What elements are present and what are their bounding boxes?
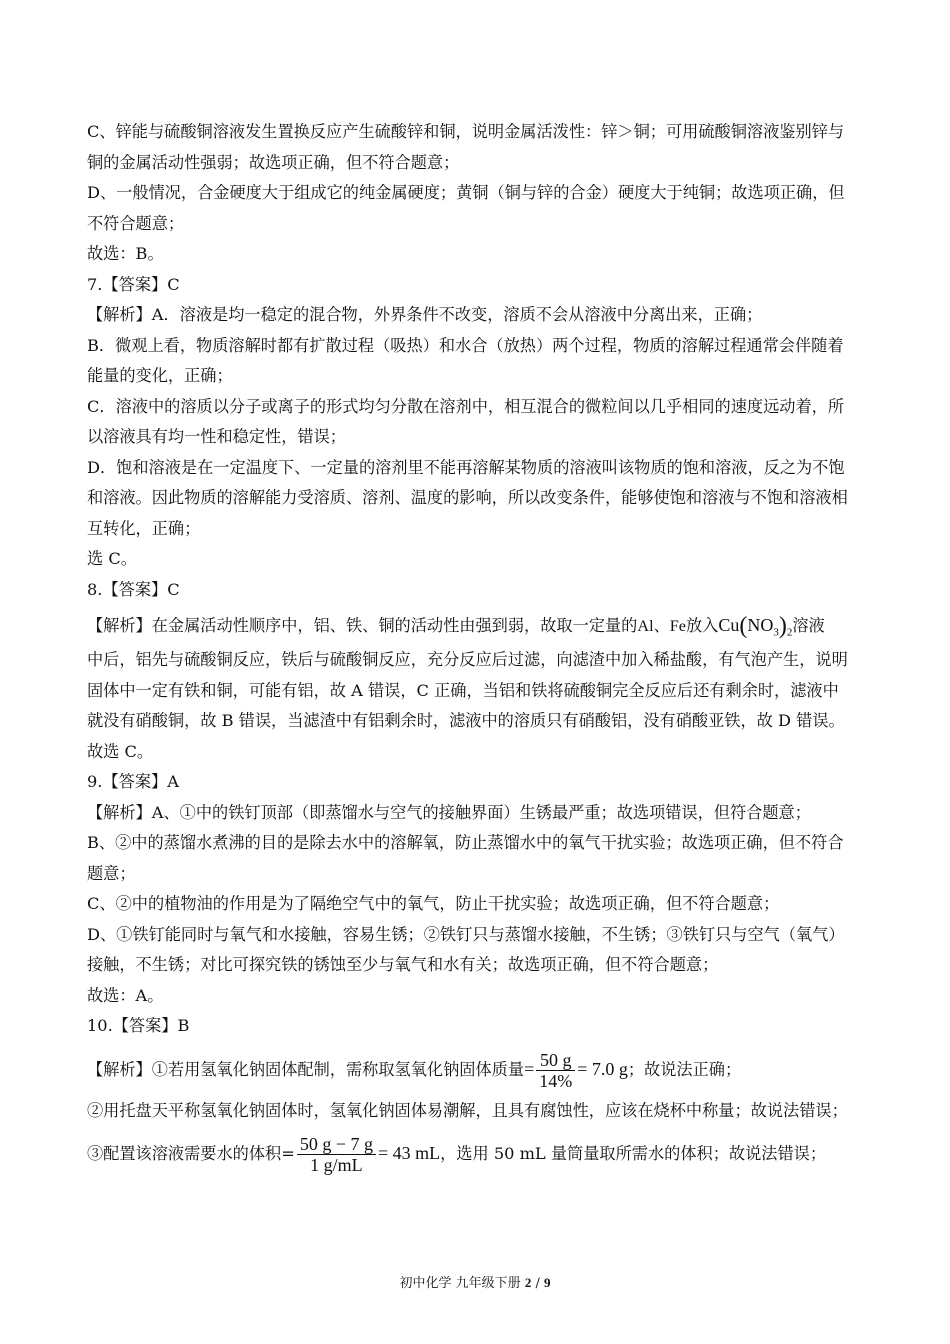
text-line: D、①铁钉能同时与氧气和水接触，容易生锈；②铁钉只与蒸馏水接触，不生锈；③铁钉只与空气（氧气） <box>87 924 845 944</box>
separator: 、 <box>653 616 670 635</box>
text-line: 【解析】A、①中的铁钉顶部（即蒸馏水与空气的接触界面）生锈最严重；故选项错误，但符合题意； <box>87 802 811 822</box>
text-line: C、②中的植物油的作用是为了隔绝空气中的氧气，防止干扰实验；故选项正确，但不符合题意； <box>87 894 780 913</box>
fraction-numerator: 50 g <box>536 1050 575 1071</box>
fraction-denominator: 14% <box>539 1070 573 1091</box>
text-line-with-fraction <box>87 1126 867 1180</box>
page-total: 9 <box>543 1275 551 1290</box>
text-span: 【解析】①若用氢氧化钠固体配制，需称取氢氧化钠固体质量 <box>87 1059 525 1079</box>
text-line: 不符合题意； <box>87 213 185 233</box>
text-line: 铜的金属活动性强弱；故选项正确，但不符合题意； <box>87 152 460 172</box>
text-span: ，选用 50 mL 量筒量取所需水的体积；故说法错误； <box>440 1144 827 1163</box>
text-line: ②用托盘天平称氢氧化钠固体时，氢氧化钠固体易潮解，且具有腐蚀性，应该在烧杯中称量；故说法错误； <box>87 1100 848 1120</box>
text-span: ；故说法正确； <box>627 1059 742 1079</box>
result-value: = 43 mL <box>377 1143 441 1163</box>
chemical-formula <box>718 613 793 639</box>
answer-heading-10: 10.【答案】B <box>87 1016 190 1035</box>
text-line: 故选 C。 <box>87 741 154 761</box>
text-line: D．饱和溶液是在一定温度下、一定量的溶剂里不能再溶解某物质的溶液叫该物质的饱和溶液，反之为不饱 <box>87 457 845 477</box>
text-span: 放入 <box>685 616 719 635</box>
page-separator: / <box>531 1276 544 1291</box>
text-span: 【解析】在金属活动性顺序中，铝、铁、铜的活动性由强到弱，故取一定量的 <box>87 616 638 635</box>
text-line: 【解析】A．溶液是均一稳定的混合物，外界条件不改变，溶质不会从溶液中分离出来，正确； <box>87 305 763 324</box>
symbol-al: Al <box>637 617 654 635</box>
footer-text: 初中化学 九年级下册 <box>399 1276 521 1291</box>
answer-heading-8: 8.【答案】C <box>87 579 180 599</box>
page-number: 2 <box>524 1275 532 1290</box>
fraction-denominator: 1 g/mL <box>310 1155 363 1175</box>
symbol-fe: Fe <box>669 617 686 635</box>
text-line: 固体中一定有铁和铜，可能有铝，故 A 错误，C 正确，当铝和铁将硫酸铜完全反应后还有剩余时，滤液中 <box>87 680 839 700</box>
result-value: = 7.0 g <box>577 1058 628 1079</box>
text-span: 溶液 <box>792 616 825 635</box>
text-line: 接触，不生锈；对比可探究铁的锈蚀至少与氧气和水有关；故选项正确，但不符合题意； <box>87 955 719 974</box>
page-footer <box>0 1272 950 1291</box>
text-span: ③配置该溶液需要水的体积= <box>87 1144 295 1163</box>
text-line: B．微观上看，物质溶解时都有扩散过程（吸热）和水合（放热）两个过程，物质的溶解过程通常会伴随着 <box>87 335 844 355</box>
text-line: 中后，铝先与硫酸铜反应，铁后与硫酸铜反应，充分反应后过滤，向滤渣中加入稀盐酸，有气泡产生，说明 <box>87 650 848 669</box>
formula-cu: Cu <box>718 615 740 635</box>
formula-paren-close: ) <box>778 613 787 639</box>
fraction-mass <box>536 1050 575 1091</box>
text-line: 以溶液具有均一性和稳定性，错误； <box>87 427 346 446</box>
answer-heading-7: 7.【答案】C <box>87 274 180 294</box>
answer-heading-9: 9.【答案】A <box>87 772 179 791</box>
text-line: C、锌能与硫酸铜溶液发生置换反应产生硫酸锌和铜，说明金属活泼性：锌＞铜；可用硫酸铜溶液鉴别锌与 <box>87 122 845 141</box>
text-line: 故选：B。 <box>87 244 164 263</box>
text-line: C．溶液中的溶质以分子或离子的形式均匀分散在溶剂中，相互混合的微粒间以几乎相同的速度远动着，所 <box>87 396 845 416</box>
text-line: 和溶液。因此物质的溶解能力受溶质、溶剂、温度的影响，所以改变条件，能够使饱和溶液与不饱和溶液相 <box>87 488 848 507</box>
text-line: B、②中的蒸馏水煮沸的目的是除去水中的溶解氧，防止蒸馏水中的氧气干扰实验；故选项正确，但不符合 <box>87 833 844 852</box>
text-line: 选 C。 <box>87 549 137 568</box>
fraction-volume <box>297 1134 376 1175</box>
formula-subscript-3: 3 <box>773 626 779 639</box>
fraction-numerator: 50 g − 7 g <box>297 1134 376 1155</box>
equals-sign: = <box>524 1058 535 1079</box>
text-line-with-fraction <box>87 1042 867 1096</box>
text-line: 能量的变化，正确； <box>87 366 233 385</box>
text-line: 题意； <box>87 863 136 883</box>
formula-paren-open: ( <box>739 613 748 639</box>
formula-subscript-2: 2 <box>786 626 793 639</box>
text-line: 故选：A。 <box>87 985 164 1005</box>
text-line: 互转化，正确； <box>87 518 201 538</box>
text-line: 就没有硝酸铜，故 B 错误，当滤渣中有铝剩余时，滤液中的溶质只有硝酸铝，没有硝酸亚铁，故 D 错误。 <box>87 711 845 730</box>
text-line-with-formula <box>87 605 867 645</box>
formula-no: NO <box>747 615 774 635</box>
document-body <box>87 117 867 1180</box>
text-line: D、一般情况，合金硬度大于组成它的纯金属硬度；黄铜（铜与锌的合金）硬度大于纯铜；故选项正确，但 <box>87 183 845 202</box>
